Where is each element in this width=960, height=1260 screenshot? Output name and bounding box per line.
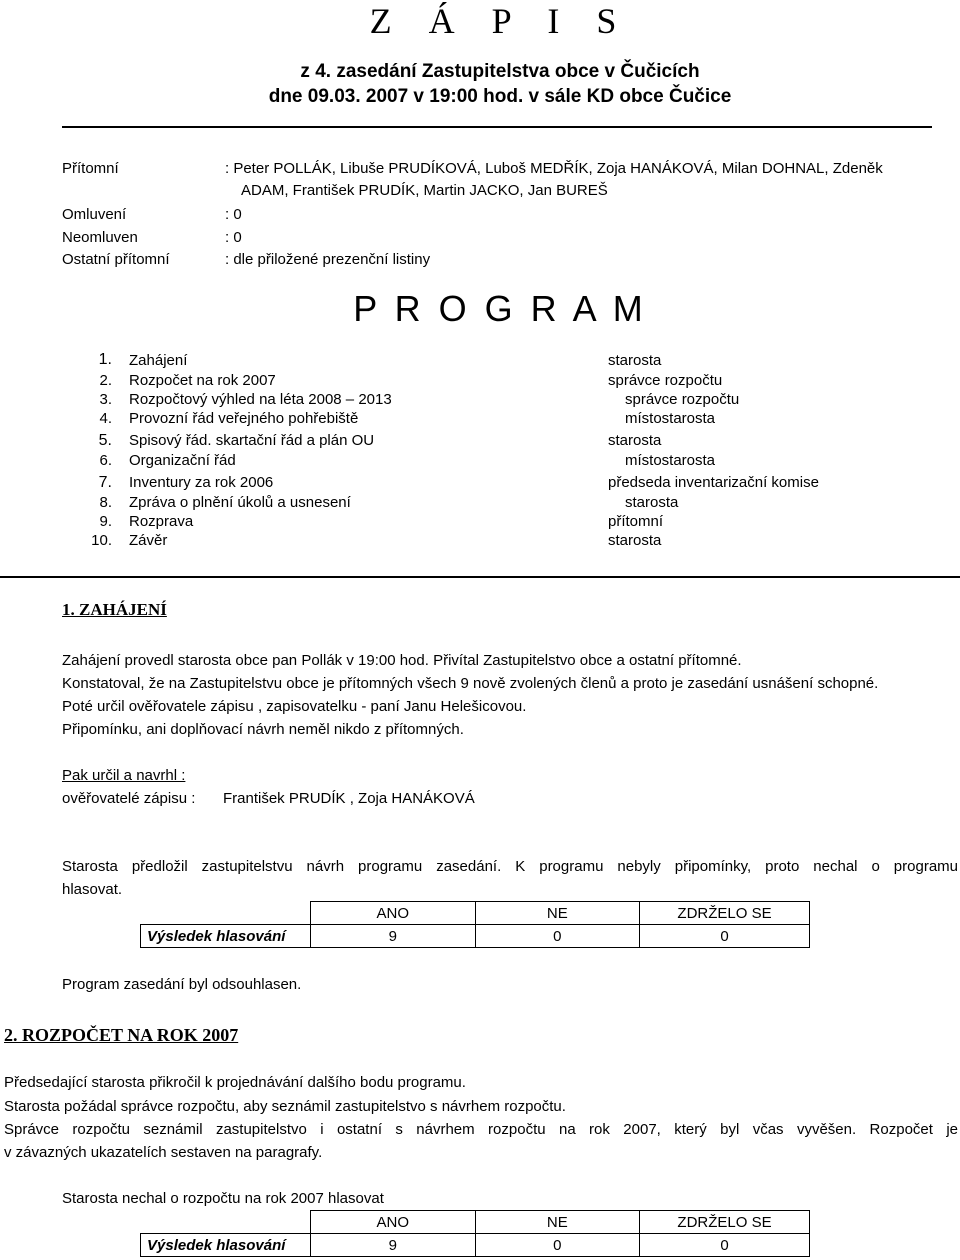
section-2-heading: 2. ROZPOČET NA ROK 2007: [4, 1025, 239, 1045]
vote-empty-cell: [141, 1211, 311, 1234]
program-item-label: Spisový řád. skartační řád a plán OU: [129, 432, 375, 449]
program-vote-text-line: Starosta předložil zastupitelstvu návrh programu zasedání. K programu nebyly připomínky, proto nechal o programu: [62, 858, 958, 875]
program-item-responsible: místostarosta: [625, 452, 716, 469]
present-label: Přítomní: [62, 160, 119, 177]
program-title: P R O G R A M: [353, 288, 647, 329]
vote-ne-value: 0: [475, 925, 639, 948]
vote-result-row: [141, 925, 810, 948]
vote-zdrzelo-value: 0: [640, 1234, 810, 1257]
vote-row-label: Výsledek hlasování: [141, 925, 311, 948]
program-vote-text-line: hlasovat.: [62, 881, 123, 898]
program-item-responsible: místostarosta: [625, 410, 716, 427]
section-1-paragraph: Konstatoval, že na Zastupitelstvu obce je přítomných všech 9 nově zvolených členů a proto je zasedání usnášení schopné.: [62, 675, 879, 692]
program-item-responsible: starosta: [608, 532, 662, 549]
program-item-label: Inventury za rok 2006: [129, 474, 274, 491]
unexcused-value: : 0: [225, 229, 242, 246]
excused-label: Omluvení: [62, 206, 127, 223]
section-2-paragraph: Starosta požádal správce rozpočtu, aby seznámil zastupitelstvo s návrhem rozpočtu.: [4, 1098, 566, 1115]
vote-row-label: Výsledek hlasování: [141, 1234, 311, 1257]
section-2-paragraph: Předsedající starosta přikročil k projednávání dalšího bodu programu.: [4, 1074, 466, 1091]
program-vote-text: [62, 858, 958, 875]
program-item-number: 3.: [99, 391, 112, 408]
program-item-responsible: přítomní: [608, 513, 664, 530]
section-1-paragraph: Poté určil ověřovatele zápisu , zapisovatelku - paní Janu Helešicovou.: [62, 698, 527, 715]
present-value-cont: ADAM, František PRUDÍK, Martin JACKO, Jan BUREŠ: [241, 182, 608, 199]
vote-col-ano: ANO: [310, 1211, 475, 1234]
vote-result-row: [141, 1234, 810, 1257]
program-item-responsible: předseda inventarizační komise: [608, 474, 819, 491]
vote-empty-cell: [141, 902, 311, 925]
program-item-label: Provozní řád veřejného pohřebiště: [129, 410, 359, 427]
section-2-paragraph-line: v závazných ukazatelích sestaven na paragrafy.: [4, 1144, 323, 1161]
vote-ano-value: 9: [310, 1234, 475, 1257]
vote-zdrzelo-value: 0: [640, 925, 810, 948]
program-item-responsible: správce rozpočtu: [608, 372, 723, 389]
section-1-heading: 1. ZAHÁJENÍ: [62, 600, 167, 619]
program-item-label: Rozprava: [129, 513, 194, 530]
program-approved: Program zasedání byl odsouhlasen.: [62, 976, 302, 993]
program-item-number: 6.: [99, 452, 112, 469]
vote-header-row: [141, 1211, 810, 1234]
program-item-number: 2.: [99, 372, 112, 389]
vote-ano-value: 9: [310, 925, 475, 948]
verifiers-label: ověřovatelé zápisu :: [62, 790, 196, 807]
verifiers-value: František PRUDÍK , Zoja HANÁKOVÁ: [223, 790, 475, 807]
vote-col-ne: NE: [475, 1211, 639, 1234]
program-item-number: 9.: [99, 513, 112, 530]
program-item-label: Závěr: [129, 532, 168, 549]
meeting-subtitle: z 4. zasedání Zastupitelstva obce v Čučicích: [300, 61, 700, 82]
program-item-label: Zpráva o plnění úkolů a usnesení: [129, 494, 351, 511]
program-item-label: Organizační řád: [129, 452, 236, 469]
others-value: : dle přiložené prezenční listiny: [225, 251, 431, 268]
program-item-number: 8.: [99, 494, 112, 511]
vote-col-zdrzelo: ZDRŽELO SE: [640, 902, 810, 925]
program-rule: [0, 576, 960, 578]
program-item-label: Zahájení: [129, 352, 188, 369]
vote-table-program: [140, 901, 810, 948]
program-item-label: Rozpočet na rok 2007: [129, 372, 276, 389]
vote-ne-value: 0: [475, 1234, 639, 1257]
others-label: Ostatní přítomní: [62, 251, 170, 268]
program-item-number: 4.: [99, 410, 112, 427]
vote-col-ne: NE: [475, 902, 639, 925]
program-item-responsible: starosta: [608, 352, 662, 369]
vote-col-zdrzelo: ZDRŽELO SE: [640, 1211, 810, 1234]
program-item-number: 5.: [98, 432, 112, 449]
vote-col-ano: ANO: [310, 902, 475, 925]
program-item-number: 1.: [98, 351, 112, 368]
document-title: Z Á P I S: [369, 1, 631, 41]
excused-value: : 0: [225, 206, 242, 223]
unexcused-label: Neomluven: [62, 229, 138, 246]
program-item-responsible: starosta: [608, 432, 662, 449]
budget-vote-intro: Starosta nechal o rozpočtu na rok 2007 hlasovat: [62, 1190, 384, 1207]
vote-table-budget: [140, 1210, 810, 1257]
header-rule: [62, 126, 932, 128]
present-value: : Peter POLLÁK, Libuše PRUDÍKOVÁ, Luboš MEDŘÍK, Zoja HANÁKOVÁ, Milan DOHNAL, Zdeněk: [225, 160, 883, 177]
program-item-label: Rozpočtový výhled na léta 2008 – 2013: [129, 391, 392, 408]
section-2-paragraph: [4, 1121, 958, 1138]
section-1-paragraph: Připomínku, ani doplňovací návrh neměl nikdo z přítomných.: [62, 721, 464, 738]
program-item-number: 10.: [91, 532, 112, 549]
program-item-number: 7.: [98, 474, 112, 491]
meeting-date-place: dne 09.03. 2007 v 19:00 hod. v sále KD obce Čučice: [268, 86, 732, 107]
section-1-paragraph: Zahájení provedl starosta obce pan Pollák v 19:00 hod. Přivítal Zastupitelstvo obce a ostatní přítomné.: [62, 652, 742, 669]
proposal-label: Pak určil a navrhl :: [62, 767, 186, 784]
section-2-paragraph-line: Správce rozpočtu seznámil zastupitelstvo i ostatní s návrhem rozpočtu na rok 2007, který byl včas vyvěšen. Rozpočet je: [4, 1121, 958, 1138]
program-item-responsible: starosta: [625, 494, 679, 511]
program-item-responsible: správce rozpočtu: [625, 391, 740, 408]
vote-header-row: [141, 902, 810, 925]
